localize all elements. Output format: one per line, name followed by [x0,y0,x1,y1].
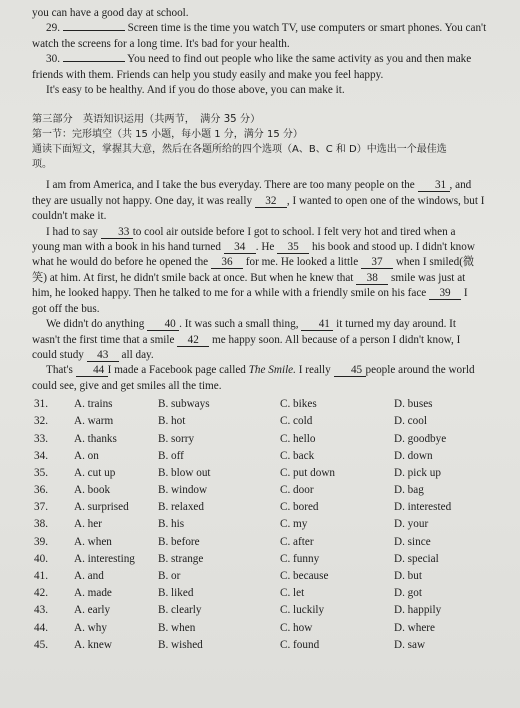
option-row [32,568,508,585]
cloze-blank-41[interactable]: 41 [301,318,333,331]
question-30: 30. You need to find out people who like the same activity as you and then make [46,53,472,66]
question-number: 38. [34,518,48,531]
option-d[interactable]: D. pick up [394,466,441,479]
question-number: 39. [34,535,48,548]
option-row [32,396,508,413]
question-number: 31. [34,398,48,411]
option-b[interactable]: B. strange [158,552,204,565]
option-b[interactable]: B. sorry [158,432,195,445]
cloze-blank-38[interactable]: 38 [356,272,388,285]
option-b[interactable]: B. relaxed [158,501,204,514]
option-a[interactable]: A. trains [74,398,113,411]
cloze-blank-43[interactable]: 43 [87,349,119,362]
option-c[interactable]: C. my [280,518,308,531]
question-29: 29. Screen time is the time you watch TV, use computers or smart phones. You can't [46,22,487,35]
instruction: 通读下面短文，掌握其大意，然后在各题所给的四个选项（A、B、C 和 D）中选出一个最佳选 [32,144,447,156]
option-c[interactable]: C. put down [280,466,336,479]
option-row [32,551,508,568]
option-a[interactable]: A. book [74,484,111,497]
option-d[interactable]: D. got [394,587,422,600]
option-c[interactable]: C. after [280,535,314,548]
option-d[interactable]: D. since [394,535,431,548]
question-number: 41. [34,570,48,582]
option-b[interactable]: B. hot [158,415,186,428]
passage-line: could see, give and get smiles all the time. [32,379,222,392]
option-a[interactable]: A. warm [74,415,114,428]
passage-line: couldn't make it. [32,210,107,223]
option-row [32,585,508,602]
instruction: 项。 [32,159,52,171]
text-line: you can have a good day at school. [32,7,189,19]
option-a[interactable]: A. why [74,621,107,634]
passage-line: young man with a book in his hand turned 34 . He 35 his book and stood up. I didn't know [32,241,475,254]
option-a[interactable]: A. on [74,449,99,462]
question-number: 42. [34,587,48,600]
option-row [32,499,508,516]
option-b[interactable]: B. before [158,535,200,548]
cloze-blank-35[interactable]: 35 [277,241,309,254]
option-c[interactable]: C. cold [280,415,313,428]
answer-blank-29[interactable] [63,30,125,31]
option-b[interactable]: B. when [158,621,196,634]
cloze-blank-31[interactable]: 31 [418,179,450,192]
cloze-blank-45[interactable]: 45 [334,364,366,377]
answer-blank-30[interactable] [63,61,125,62]
option-row [32,448,508,465]
question-number: 45. [34,638,48,651]
question-number: 32. [34,415,48,428]
question-number: 36. [34,484,48,497]
passage-line: I am from America, and I take the bus everyday. There are too many people on the 31 , and [46,179,472,192]
option-a[interactable]: A. made [74,587,112,600]
option-c[interactable]: C. luckily [280,604,325,617]
cloze-blank-33[interactable]: 33 [101,226,133,239]
text-line: watch the screens for a long time. It's bad for your health. [32,37,290,50]
option-d[interactable]: D. your [394,518,429,531]
previous-section [32,6,508,98]
cloze-passage [32,178,508,394]
question-number: 34. [34,449,48,462]
cloze-blank-37[interactable]: 37 [361,256,393,269]
passage-line: We didn't do anything 40 . It was such a small thing, 41 it turned my day around. It [46,318,457,331]
question-number: 44. [34,621,48,634]
question-number: 33. [34,432,48,445]
option-c[interactable]: C. because [280,570,329,582]
option-c[interactable]: C. bikes [280,398,317,411]
passage-line: they are usually not happy. One day, it was really 32 , I wanted to open one of the windows, but I [32,194,485,207]
option-a[interactable]: A. and [74,570,104,582]
cloze-blank-39[interactable]: 39 [429,287,461,300]
option-d[interactable]: D. buses [394,398,433,411]
option-b[interactable]: B. off [158,449,184,462]
passage-line: got off the bus. [32,302,100,315]
question-number: 35. [34,466,48,479]
option-c[interactable]: C. back [280,449,315,462]
cloze-blank-40[interactable]: 40 [147,318,179,331]
passage-line: I had to say 33 to cool air outside before I got to school. I felt very hot and tired when a [46,225,456,238]
option-a[interactable]: A. knew [74,638,112,651]
passage-line: him, he looked happy. Then he talked to me for a while with a friendly smile on his face 39 I [32,287,468,300]
option-row [32,431,508,448]
option-b[interactable]: B. his [158,518,185,531]
option-d[interactable]: D. happily [394,604,442,617]
part-title: 第三部分 英语知识运用（共两节， 满分 35 分） [32,114,261,126]
option-row [32,465,508,482]
sub-title: 第一节：完形填空（共 15 小题，每小题 1 分，满分 15 分） [32,129,303,141]
option-b[interactable]: B. clearly [158,604,202,617]
page-title-italic: The Smile. [248,364,296,377]
option-b[interactable]: B. subways [158,398,210,411]
option-a[interactable]: A. when [74,535,112,548]
passage-line: That's 44 I made a Facebook page called The Smile. I really 45 people around the world [46,364,475,377]
option-d[interactable]: D. cool [394,415,427,428]
option-c[interactable]: C. funny [280,552,320,565]
option-row [32,637,508,654]
cloze-blank-32[interactable]: 32 [255,195,287,208]
option-row [32,413,508,430]
option-a[interactable]: A. interesting [74,552,135,565]
passage-line: 笑) at him. At first, he didn't smile back at once. But when he knew that 38 smile was just at [32,271,466,284]
closing-line: It's easy to be healthy. And if you do those above, you can make it. [46,84,345,97]
question-number: 37. [34,501,48,514]
passage-line: could study 43 all day. [32,348,154,361]
option-d[interactable]: D. where [394,621,436,634]
option-c[interactable]: C. door [280,484,314,497]
option-row [32,516,508,533]
option-c[interactable]: C. bored [280,501,319,514]
cloze-blank-42[interactable]: 42 [177,334,209,347]
cloze-blank-44[interactable]: 44 [76,364,108,377]
passage-line: wasn't the first time that a smile 42 me happy soon. All because of a person I didn't know, I [32,333,461,346]
option-b[interactable]: B. liked [158,587,194,600]
question-number: 40. [34,552,48,565]
option-row [32,620,508,637]
option-d[interactable]: D. goodbye [394,432,447,445]
option-a[interactable]: A. cut up [74,466,116,479]
option-d[interactable]: D. but [394,570,422,582]
text-line: friends with them. Friends can help you study easily and make you feel happy. [32,68,384,81]
option-a[interactable]: A. thanks [74,432,117,445]
option-d[interactable]: D. bag [394,484,424,497]
option-d[interactable]: D. saw [394,638,426,651]
question-number: 43. [34,604,48,617]
option-row [32,602,508,619]
cloze-blank-34[interactable]: 34 [224,241,256,254]
option-c[interactable]: C. hello [280,432,316,445]
cloze-blank-36[interactable]: 36 [211,256,243,269]
option-a[interactable]: A. early [74,604,111,617]
option-a[interactable]: A. her [74,518,102,531]
option-b[interactable]: B. wished [158,638,203,651]
option-d[interactable]: D. special [394,552,439,565]
option-b[interactable]: B. or [158,570,181,582]
option-d[interactable]: D. interested [394,501,452,514]
option-b[interactable]: B. window [158,484,208,497]
option-a[interactable]: A. surprised [74,501,129,514]
option-row [32,482,508,499]
option-b[interactable]: B. blow out [158,466,211,479]
options-table [32,396,508,654]
option-d[interactable]: D. down [394,449,433,462]
passage-line: what he would do before he opened the 36 for me. He looked a little 37 when I smiled(微 [32,256,475,269]
option-c[interactable]: C. how [280,621,313,634]
option-c[interactable]: C. found [280,638,320,651]
option-row [32,534,508,551]
option-c[interactable]: C. let [280,587,305,600]
